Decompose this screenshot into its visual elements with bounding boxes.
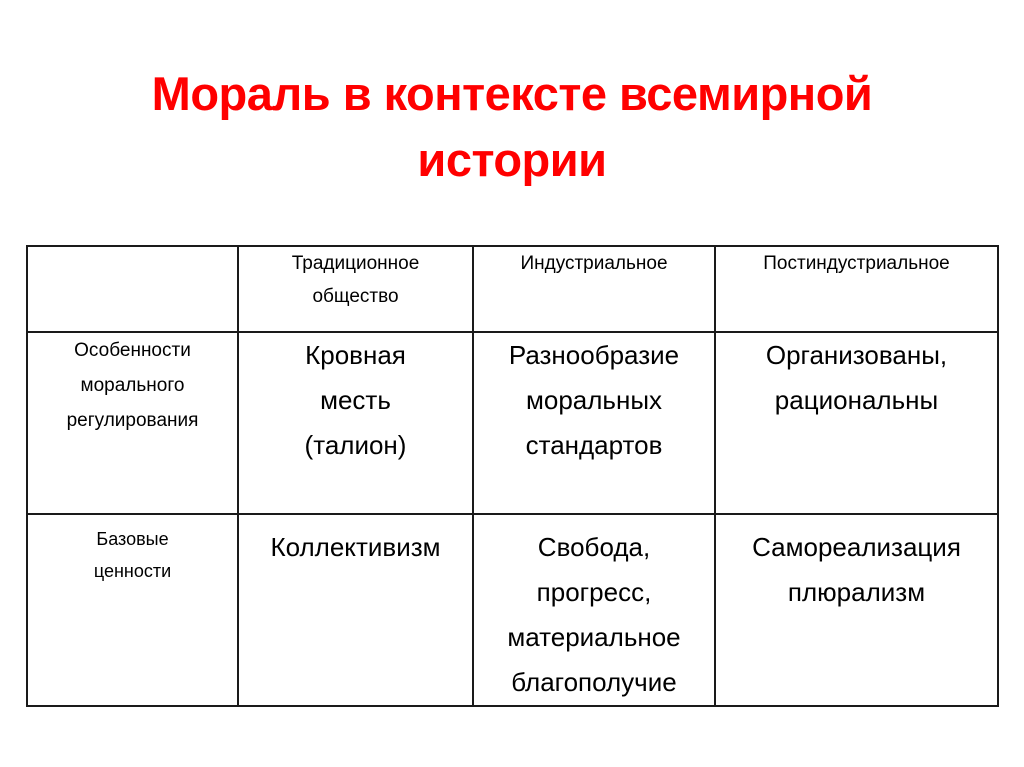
header-corner-cell xyxy=(27,246,238,332)
cell-postindustrial-regulation xyxy=(715,332,998,514)
cell-text: плюрализм xyxy=(787,577,926,607)
cell-text: (талион) xyxy=(304,430,407,460)
row-label-moral-regulation xyxy=(27,332,238,514)
comparison-table xyxy=(26,245,999,707)
cell-text: стандартов xyxy=(525,430,663,460)
row-label-base-values xyxy=(27,514,238,706)
cell-text: Кровная xyxy=(305,340,406,370)
cell-text: прогресс, xyxy=(536,577,652,607)
header-text: Индустриальное xyxy=(520,253,668,274)
cell-text: благополучие xyxy=(511,667,677,697)
row-label-text: Базовые xyxy=(96,529,169,549)
cell-text: Свобода, xyxy=(537,532,651,562)
header-text: общество xyxy=(312,286,399,307)
row-label-text: Особенности xyxy=(74,340,191,361)
cell-text: рациональны xyxy=(774,385,939,415)
slide-title xyxy=(0,61,1024,193)
table-row-moral-regulation xyxy=(27,332,998,514)
cell-text: материальное xyxy=(507,622,681,652)
cell-traditional-values xyxy=(238,514,473,706)
header-industrial xyxy=(473,246,715,332)
header-text: Постиндустриальное xyxy=(763,253,950,274)
slide-title-line-2: истории xyxy=(417,133,607,187)
cell-text: Самореализация xyxy=(752,532,961,562)
cell-industrial-values xyxy=(473,514,715,706)
header-traditional-society xyxy=(238,246,473,332)
header-postindustrial xyxy=(715,246,998,332)
cell-traditional-regulation xyxy=(238,332,473,514)
header-text: Традиционное xyxy=(291,253,420,274)
row-label-text: ценности xyxy=(93,561,172,581)
table-row-base-values xyxy=(27,514,998,706)
cell-text: месть xyxy=(320,385,391,415)
cell-text: Разнообразие xyxy=(508,340,680,370)
cell-text: моральных xyxy=(525,385,663,415)
slide-title-line-1: Мораль в контексте всемирной xyxy=(151,67,873,121)
table-header-row xyxy=(27,246,998,332)
row-label-text: морального xyxy=(80,375,185,396)
cell-text: Коллективизм xyxy=(270,532,441,562)
row-label-text: регулирования xyxy=(66,410,199,431)
cell-text: Организованы, xyxy=(765,340,948,370)
cell-industrial-regulation xyxy=(473,332,715,514)
cell-postindustrial-values xyxy=(715,514,998,706)
